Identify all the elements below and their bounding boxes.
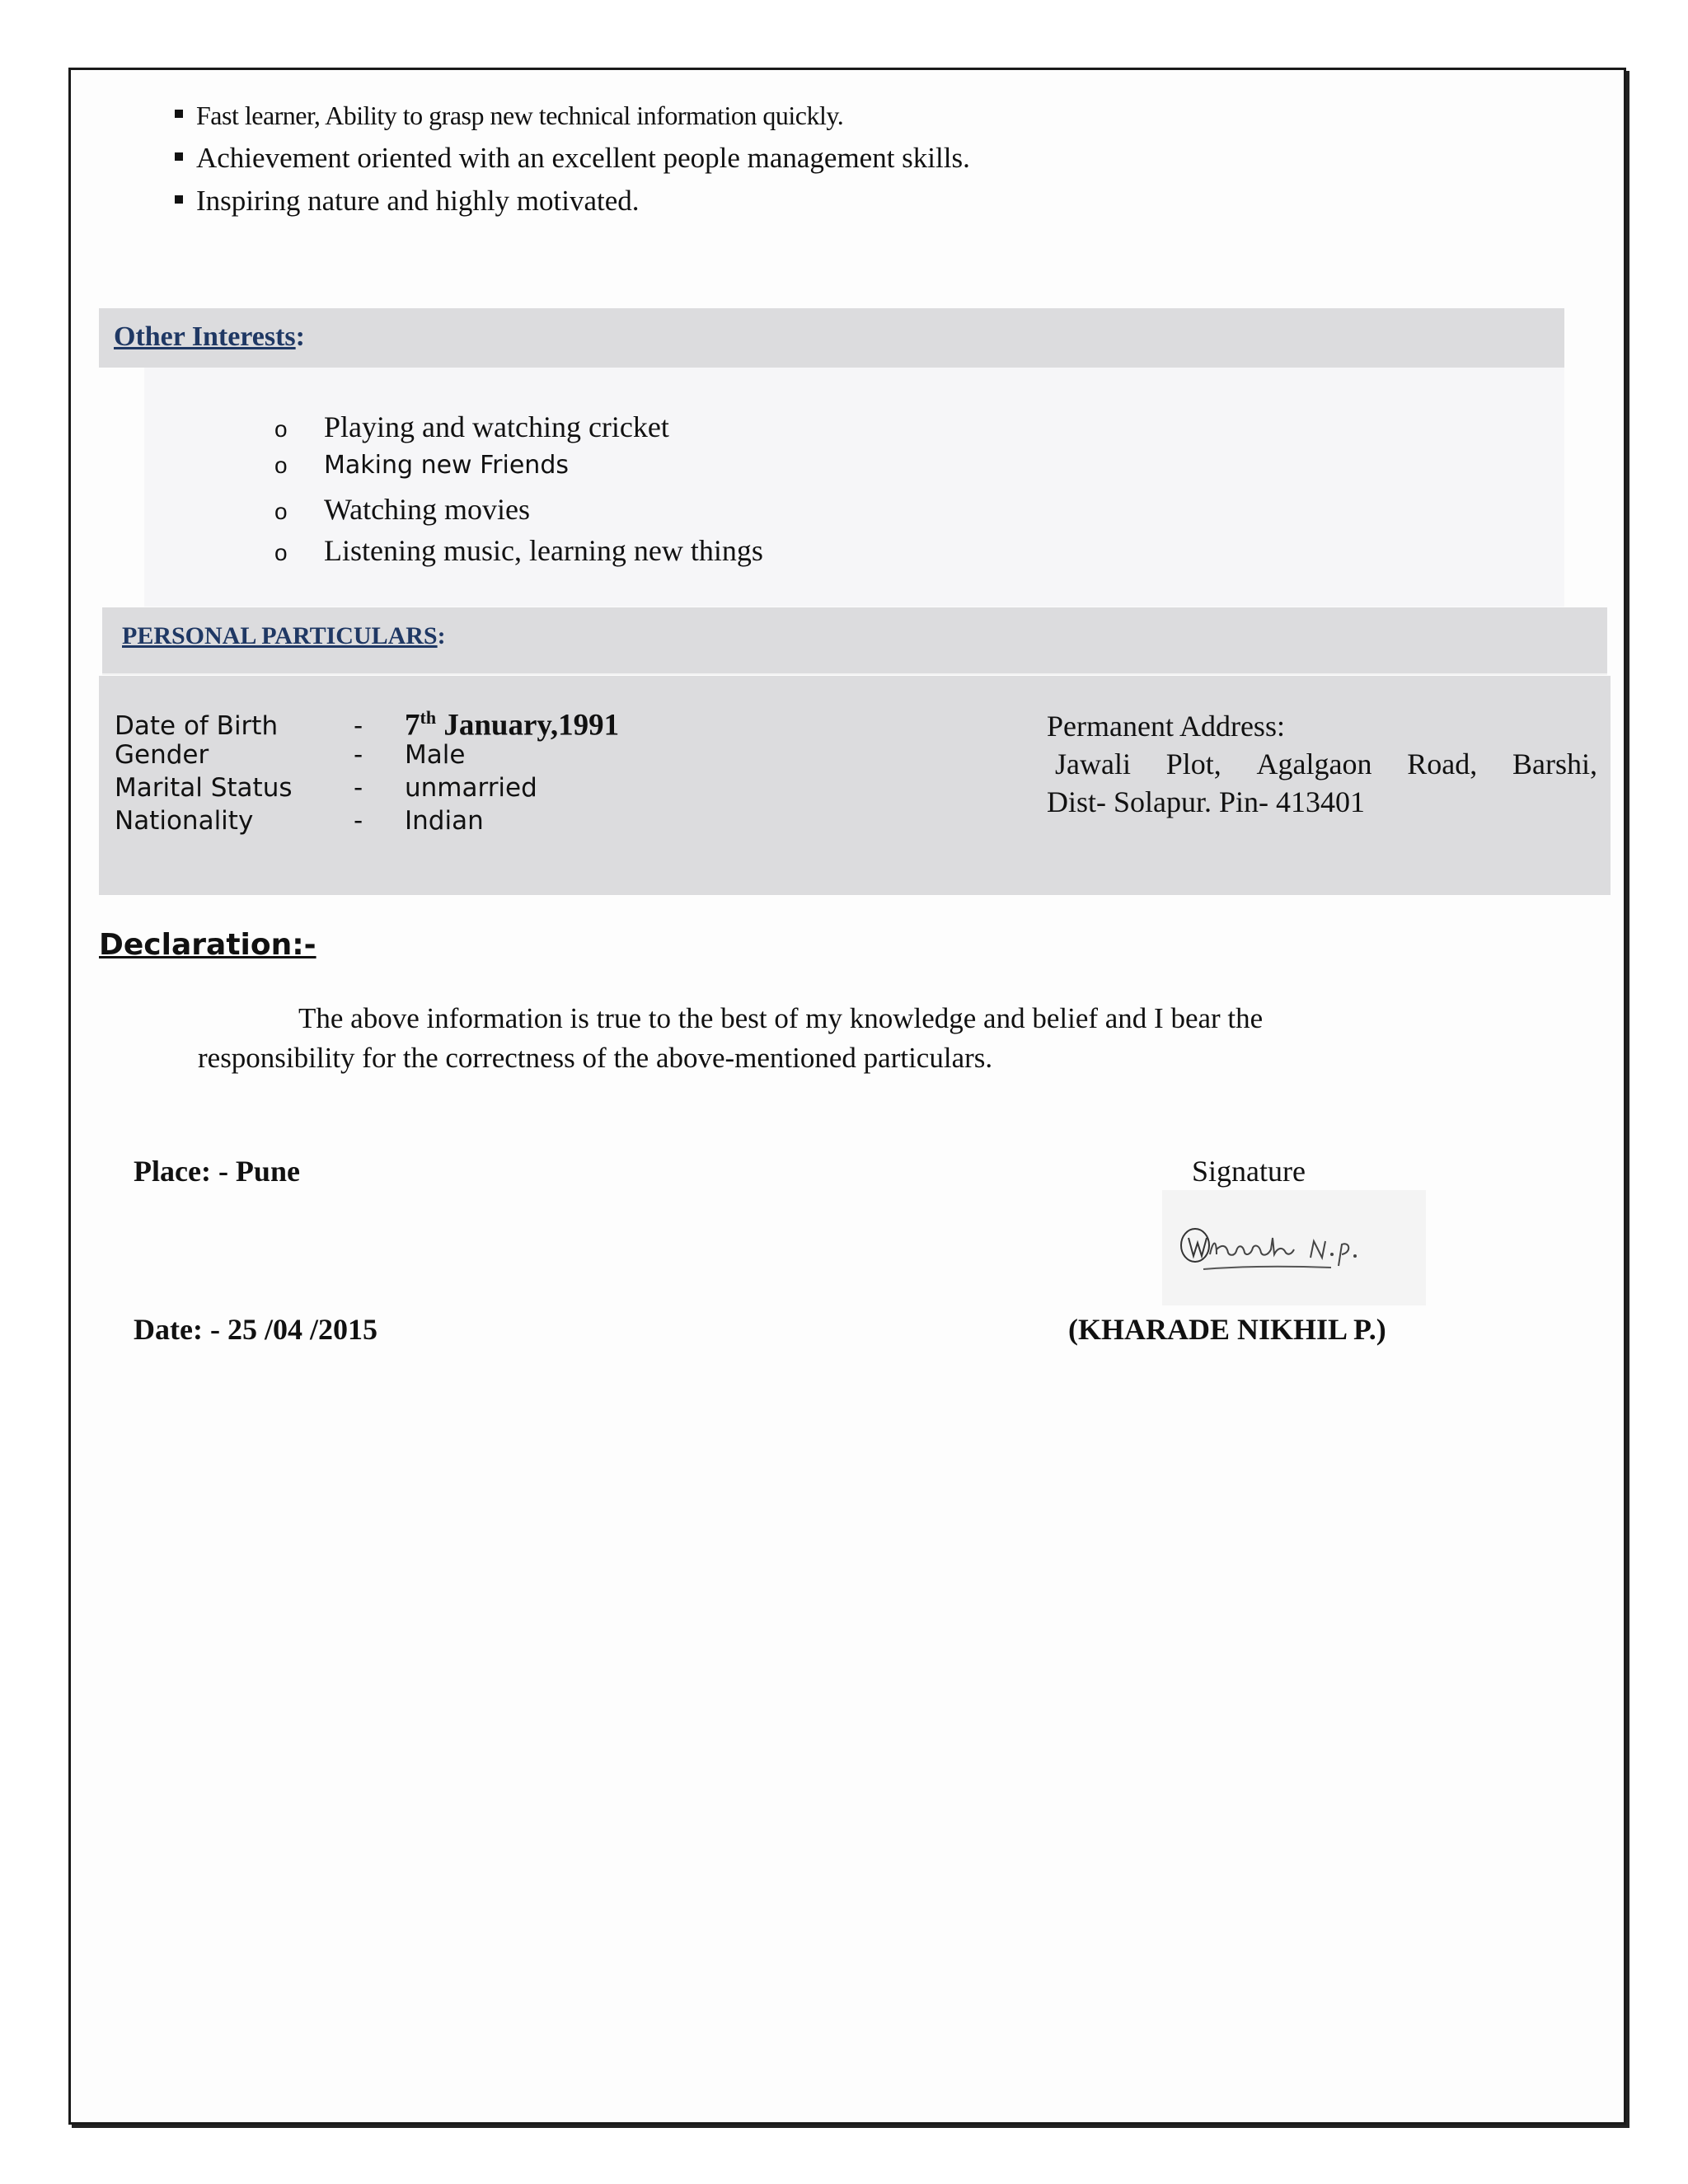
- list-item: Fast learner, Ability to grasp new technical information quickly.: [175, 94, 970, 137]
- marital-row: Marital Status - unmarried: [115, 773, 537, 803]
- personal-details: [115, 707, 619, 839]
- section-title: Other Interests:: [114, 321, 305, 352]
- declaration-text: The above information is true to the best of my knowledge and belief and I bear the responsibility for the correctness of the above-mentioned particulars.: [198, 1002, 1264, 1074]
- address-label: Permanent Address:: [1047, 710, 1285, 743]
- address-line: Jawali Plot, Agalgaon Road, Barshi,: [1055, 748, 1597, 780]
- signature-image: [1162, 1190, 1426, 1305]
- signature-label: Signature: [1192, 1155, 1306, 1188]
- section-title: PERSONAL PARTICULARS:: [122, 622, 446, 649]
- handwritten-signature: [1162, 1190, 1426, 1305]
- other-interests-header: [99, 308, 1564, 368]
- permanent-address: [1047, 707, 1597, 821]
- list-item: o Playing and watching cricket: [274, 410, 669, 443]
- date-line: Date: - 25 /04 /2015: [134, 1313, 377, 1346]
- interests-list: [274, 410, 763, 574]
- square-bullet-icon: [175, 195, 183, 204]
- circle-bullet-icon: o: [274, 540, 288, 565]
- dob-row: Date of Birth - 7th January,1991: [115, 707, 620, 743]
- square-bullet-icon: [175, 110, 183, 118]
- circle-bullet-icon: o: [274, 416, 288, 442]
- list-item: o Listening music, learning new things: [274, 534, 763, 567]
- skills-list: [175, 94, 970, 223]
- gender-row: Gender - Male: [115, 740, 466, 770]
- nationality-row: Nationality - Indian: [115, 806, 484, 836]
- declaration-title: Declaration:-: [99, 928, 316, 962]
- square-bullet-icon: [175, 152, 183, 161]
- personal-particulars-header: [102, 607, 1607, 675]
- place-line: Place: - Pune: [134, 1155, 300, 1188]
- circle-bullet-icon: o: [274, 499, 288, 524]
- signatory-name: (KHARADE NIKHIL P.): [1068, 1313, 1386, 1346]
- list-item: Inspiring nature and highly motivated.: [175, 180, 970, 223]
- address-line: Dist- Solapur. Pin- 413401: [1047, 785, 1366, 818]
- list-item: o Making new Friends: [274, 451, 569, 480]
- list-item: o Watching movies: [274, 493, 531, 526]
- circle-bullet-icon: o: [274, 452, 288, 478]
- dob-value: 7th January,1991: [405, 707, 620, 743]
- list-item: Achievement oriented with an excellent people management skills.: [175, 137, 970, 180]
